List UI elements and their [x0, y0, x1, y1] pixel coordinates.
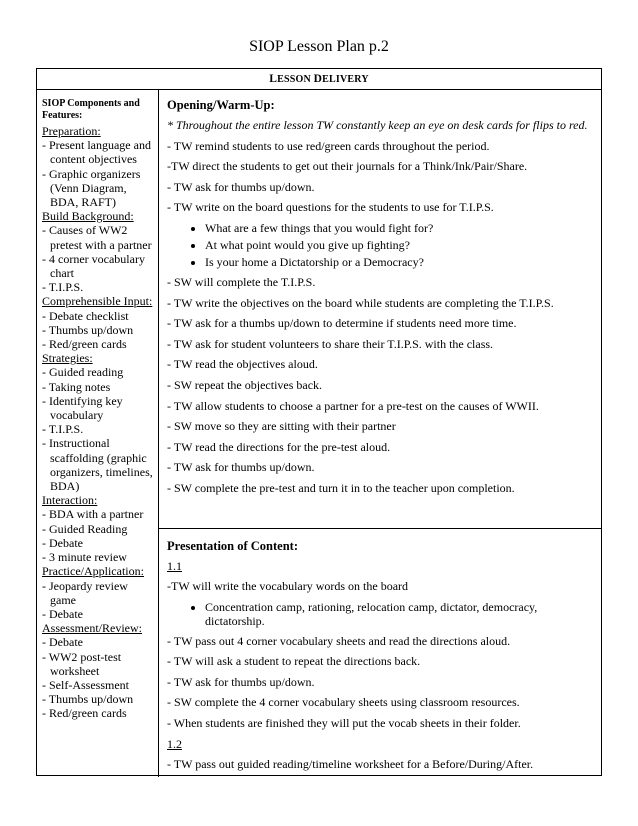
- procedure-line: - SW will complete the T.I.P.S.: [167, 274, 316, 289]
- opening-title: Opening/Warm-Up:: [167, 98, 275, 112]
- feature-section-title: Preparation:: [42, 124, 101, 138]
- procedure-line: - TW read the objectives aloud.: [167, 357, 318, 372]
- procedure-line: - TW pass out guided reading/timeline worksheet for a Before/During/After.: [167, 756, 534, 771]
- question-item: • Is your home a Dictatorship or a Democracy?: [205, 255, 595, 269]
- feature-item: - Jeopardy review game: [42, 578, 128, 607]
- procedure-line: - SW repeat the objectives back.: [167, 377, 323, 392]
- siop-heading: SIOP Components and Features:: [42, 98, 140, 121]
- procedure-line: - SW complete the 4 corner vocabulary sheets using classroom resources.: [167, 695, 520, 710]
- subsection-number: 1.1: [167, 559, 182, 573]
- feature-item: - Thumbs up/down: [42, 322, 134, 337]
- page-title: SIOP Lesson Plan p.2: [249, 38, 389, 55]
- procedure-line: - TW ask for thumbs up/down.: [167, 460, 315, 475]
- feature-item: - Guided reading: [42, 365, 124, 380]
- feature-item: - Graphic organizers (Venn Diagram, BDA, RAFT): [42, 166, 141, 210]
- feature-item: - BDA with a partner: [42, 507, 144, 522]
- question-list: [167, 221, 595, 269]
- feature-item: - Guided Reading: [42, 521, 128, 536]
- feature-item: - Identifying key vocabulary: [42, 393, 123, 423]
- procedure-line: - TW remind students to use red/green cards throughout the period.: [167, 138, 490, 153]
- feature-item: - T.I.P.S.: [42, 280, 84, 295]
- feature-item: - Present language and content objectives: [42, 138, 151, 167]
- procedure-line: - TW ask for thumbs up/down.: [167, 179, 315, 194]
- feature-item: - WW2 post-test worksheet: [42, 649, 122, 678]
- feature-section-title: Assessment/Review:: [42, 621, 142, 636]
- feature-section-title: Comprehensible Input:: [42, 294, 153, 309]
- vocabulary-list: [167, 600, 595, 628]
- procedure-line: - TW ask for thumbs up/down.: [167, 674, 315, 689]
- procedure-line: - TW ask for a thumbs up/down to determine if students need more time.: [167, 316, 517, 331]
- presentation-section: [167, 539, 595, 777]
- feature-section-title: Build Background:: [42, 209, 134, 224]
- procedure-line: - TW ask for student volunteers to share their T.I.P.S. with the class.: [167, 336, 494, 351]
- column-divider: [158, 89, 159, 777]
- feature-item: - Red/green cards: [42, 706, 127, 721]
- feature-item: - Debate: [42, 635, 83, 650]
- feature-item: - Instructional scaffolding (graphic organizers, timelines, BDA): [42, 436, 153, 494]
- procedure-line: -TW will write the vocabulary words on the board: [167, 579, 409, 593]
- feature-item: - Causes of WW2 pretest with a partner: [42, 223, 152, 252]
- feature-item: - Thumbs up/down: [42, 692, 134, 707]
- feature-item: - Debate: [42, 535, 83, 550]
- feature-item: - Red/green cards: [42, 337, 127, 352]
- feature-item: - 4 corner vocabulary chart: [42, 251, 145, 281]
- procedure-line: -TW direct the students to get out their journals for a Think/Ink/Pair/Share.: [167, 159, 528, 174]
- feature-section-title: Interaction:: [42, 493, 98, 508]
- subsection-number: 1.2: [167, 736, 182, 751]
- procedure-line: - TW will ask a student to repeat the directions back.: [167, 654, 421, 669]
- opening-note: * Throughout the entire lesson TW constantly keep an eye on desk cards for flips to red.: [167, 118, 588, 132]
- feature-item: - Debate: [42, 606, 83, 621]
- feature-item: - Self-Assessment: [42, 677, 129, 692]
- procedure-line: - TW read the directions for the pre-test aloud.: [167, 439, 391, 454]
- feature-section-title: Strategies:: [42, 351, 93, 366]
- procedure-line: - When students are finished they will put the vocab sheets in their folder.: [167, 715, 521, 730]
- procedure-line: - TW write on the board questions for the students to use for T.I.P.S.: [167, 200, 494, 215]
- procedure-line: - TW write the objectives on the board while students are completing the T.I.P.S.: [167, 295, 554, 310]
- lesson-table: [36, 68, 602, 776]
- presentation-title: Presentation of Content:: [167, 539, 298, 553]
- row-divider: [159, 528, 601, 529]
- question-item: • At what point would you give up fighting?: [205, 238, 595, 252]
- procedure-line: - TW pass out 4 corner vocabulary sheets and read the directions aloud.: [167, 633, 511, 648]
- table-header: LESSON DELIVERY: [37, 69, 601, 90]
- feature-item: - 3 minute review: [42, 550, 127, 565]
- feature-item: - Taking notes: [42, 379, 111, 394]
- procedure-line: - SW move so they are sitting with their partner: [167, 419, 396, 434]
- opening-section: [167, 98, 595, 502]
- siop-features-column: [42, 98, 154, 721]
- vocabulary-item: • Concentration camp, rationing, relocation camp, dictator, democracy, dictatorship.: [205, 600, 595, 628]
- question-item: • What are a few things that you would fight for?: [205, 221, 595, 235]
- feature-item: - T.I.P.S.: [42, 422, 84, 437]
- procedure-line: - TW allow students to choose a partner for a pre-test on the causes of WWII.: [167, 398, 539, 413]
- feature-item: - Debate checklist: [42, 308, 129, 323]
- feature-section-title: Practice/Application:: [42, 564, 144, 579]
- procedure-line: - SW complete the pre-test and turn it in to the teacher upon completion.: [167, 480, 515, 495]
